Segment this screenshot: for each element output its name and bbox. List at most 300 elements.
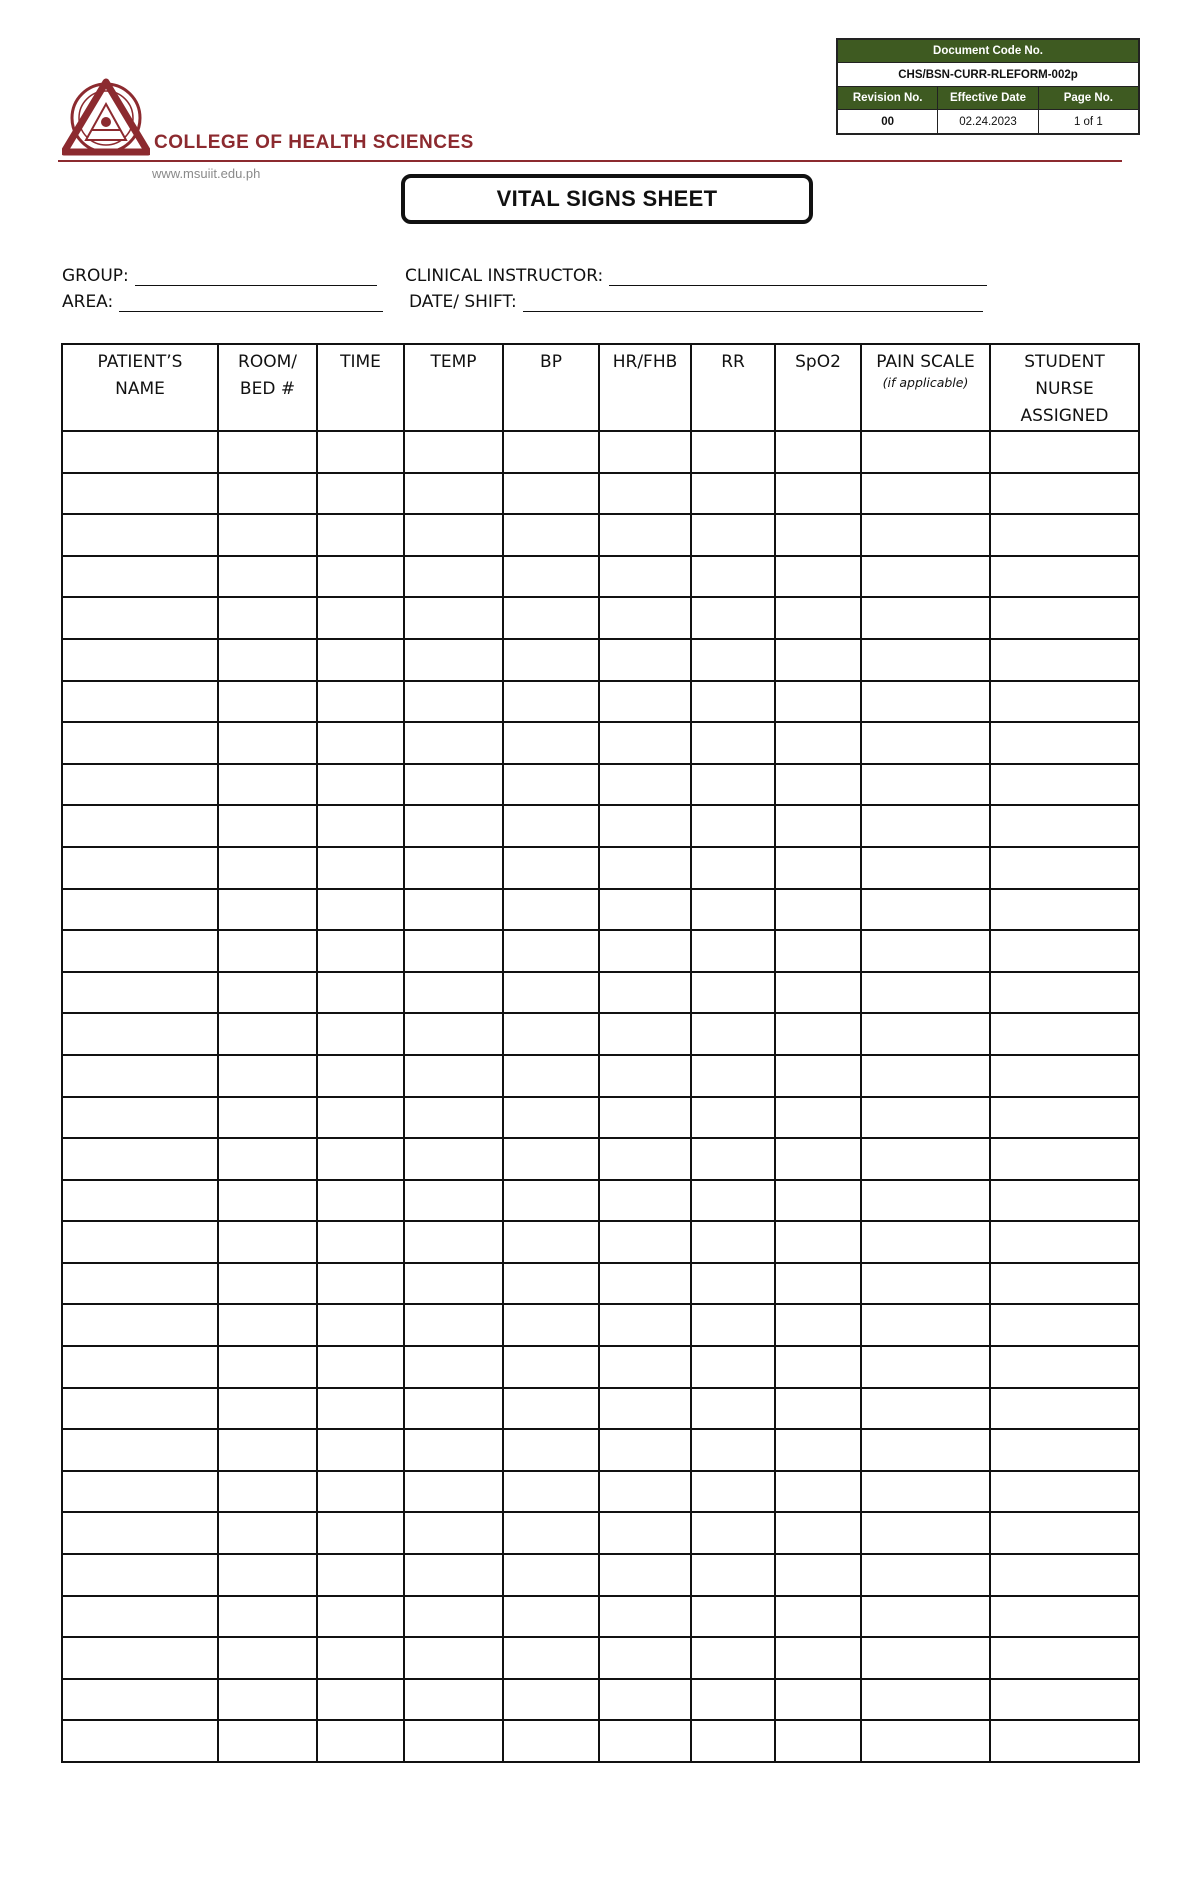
table-cell[interactable] bbox=[503, 639, 599, 681]
table-cell[interactable] bbox=[404, 1679, 503, 1721]
table-cell[interactable] bbox=[599, 597, 691, 639]
table-cell[interactable] bbox=[990, 930, 1139, 972]
table-cell[interactable] bbox=[990, 1429, 1139, 1471]
table-cell[interactable] bbox=[775, 930, 861, 972]
table-cell[interactable] bbox=[990, 764, 1139, 806]
table-cell[interactable] bbox=[861, 1221, 990, 1263]
table-cell[interactable] bbox=[599, 889, 691, 931]
table-cell[interactable] bbox=[990, 722, 1139, 764]
table-cell[interactable] bbox=[861, 847, 990, 889]
table-cell[interactable] bbox=[599, 1138, 691, 1180]
table-cell[interactable] bbox=[775, 1429, 861, 1471]
table-cell[interactable] bbox=[62, 1679, 218, 1721]
table-cell[interactable] bbox=[503, 764, 599, 806]
table-cell[interactable] bbox=[62, 1388, 218, 1430]
table-cell[interactable] bbox=[503, 722, 599, 764]
table-cell[interactable] bbox=[990, 556, 1139, 598]
table-cell[interactable] bbox=[62, 847, 218, 889]
table-cell[interactable] bbox=[861, 1429, 990, 1471]
table-cell[interactable] bbox=[691, 764, 775, 806]
table-cell[interactable] bbox=[691, 972, 775, 1014]
table-cell[interactable] bbox=[218, 1097, 317, 1139]
table-cell[interactable] bbox=[503, 473, 599, 515]
table-cell[interactable] bbox=[775, 473, 861, 515]
table-cell[interactable] bbox=[317, 1471, 404, 1513]
table-cell[interactable] bbox=[218, 722, 317, 764]
table-cell[interactable] bbox=[691, 722, 775, 764]
table-cell[interactable] bbox=[218, 1013, 317, 1055]
table-cell[interactable] bbox=[599, 930, 691, 972]
table-cell[interactable] bbox=[404, 847, 503, 889]
table-cell[interactable] bbox=[775, 681, 861, 723]
table-cell[interactable] bbox=[775, 556, 861, 598]
table-cell[interactable] bbox=[599, 1388, 691, 1430]
table-cell[interactable] bbox=[990, 1304, 1139, 1346]
table-cell[interactable] bbox=[775, 805, 861, 847]
table-cell[interactable] bbox=[62, 556, 218, 598]
table-cell[interactable] bbox=[775, 1596, 861, 1638]
table-cell[interactable] bbox=[503, 1097, 599, 1139]
table-cell[interactable] bbox=[775, 1055, 861, 1097]
table-cell[interactable] bbox=[503, 1596, 599, 1638]
table-cell[interactable] bbox=[503, 1554, 599, 1596]
table-cell[interactable] bbox=[62, 1304, 218, 1346]
table-cell[interactable] bbox=[218, 889, 317, 931]
table-cell[interactable] bbox=[503, 1471, 599, 1513]
table-cell[interactable] bbox=[990, 597, 1139, 639]
table-cell[interactable] bbox=[861, 681, 990, 723]
table-cell[interactable] bbox=[503, 1679, 599, 1721]
table-cell[interactable] bbox=[861, 972, 990, 1014]
table-cell[interactable] bbox=[990, 1471, 1139, 1513]
table-cell[interactable] bbox=[861, 1263, 990, 1305]
table-cell[interactable] bbox=[990, 889, 1139, 931]
table-cell[interactable] bbox=[599, 1263, 691, 1305]
table-cell[interactable] bbox=[691, 681, 775, 723]
table-cell[interactable] bbox=[861, 1596, 990, 1638]
table-cell[interactable] bbox=[775, 1304, 861, 1346]
table-cell[interactable] bbox=[599, 1055, 691, 1097]
table-cell[interactable] bbox=[990, 681, 1139, 723]
table-cell[interactable] bbox=[990, 1097, 1139, 1139]
table-cell[interactable] bbox=[404, 889, 503, 931]
table-cell[interactable] bbox=[599, 1346, 691, 1388]
table-cell[interactable] bbox=[503, 597, 599, 639]
table-cell[interactable] bbox=[990, 847, 1139, 889]
table-cell[interactable] bbox=[317, 1055, 404, 1097]
table-cell[interactable] bbox=[775, 1471, 861, 1513]
table-cell[interactable] bbox=[317, 1679, 404, 1721]
table-cell[interactable] bbox=[990, 1055, 1139, 1097]
table-cell[interactable] bbox=[404, 764, 503, 806]
table-cell[interactable] bbox=[775, 1346, 861, 1388]
table-cell[interactable] bbox=[62, 1221, 218, 1263]
table-cell[interactable] bbox=[62, 431, 218, 473]
table-cell[interactable] bbox=[599, 1720, 691, 1762]
table-cell[interactable] bbox=[317, 972, 404, 1014]
table-cell[interactable] bbox=[62, 1471, 218, 1513]
table-cell[interactable] bbox=[218, 681, 317, 723]
table-cell[interactable] bbox=[317, 1180, 404, 1222]
table-cell[interactable] bbox=[599, 1304, 691, 1346]
table-cell[interactable] bbox=[62, 722, 218, 764]
table-cell[interactable] bbox=[861, 1720, 990, 1762]
table-cell[interactable] bbox=[503, 1429, 599, 1471]
table-cell[interactable] bbox=[218, 1720, 317, 1762]
table-cell[interactable] bbox=[503, 1013, 599, 1055]
table-cell[interactable] bbox=[861, 1055, 990, 1097]
table-cell[interactable] bbox=[990, 1720, 1139, 1762]
table-cell[interactable] bbox=[317, 889, 404, 931]
table-cell[interactable] bbox=[775, 722, 861, 764]
table-cell[interactable] bbox=[990, 1512, 1139, 1554]
table-cell[interactable] bbox=[599, 1512, 691, 1554]
table-cell[interactable] bbox=[62, 1055, 218, 1097]
table-cell[interactable] bbox=[861, 1138, 990, 1180]
table-cell[interactable] bbox=[861, 1013, 990, 1055]
table-cell[interactable] bbox=[990, 1596, 1139, 1638]
table-cell[interactable] bbox=[691, 1304, 775, 1346]
table-cell[interactable] bbox=[62, 764, 218, 806]
table-cell[interactable] bbox=[599, 722, 691, 764]
table-cell[interactable] bbox=[317, 681, 404, 723]
table-cell[interactable] bbox=[404, 1221, 503, 1263]
table-cell[interactable] bbox=[775, 1512, 861, 1554]
table-cell[interactable] bbox=[691, 1097, 775, 1139]
table-cell[interactable] bbox=[691, 1221, 775, 1263]
table-cell[interactable] bbox=[317, 514, 404, 556]
table-cell[interactable] bbox=[218, 1221, 317, 1263]
table-cell[interactable] bbox=[775, 1679, 861, 1721]
table-cell[interactable] bbox=[218, 1180, 317, 1222]
table-cell[interactable] bbox=[404, 972, 503, 1014]
table-cell[interactable] bbox=[404, 1596, 503, 1638]
table-cell[interactable] bbox=[218, 1346, 317, 1388]
table-cell[interactable] bbox=[317, 1512, 404, 1554]
table-cell[interactable] bbox=[317, 1304, 404, 1346]
table-cell[interactable] bbox=[599, 972, 691, 1014]
table-cell[interactable] bbox=[62, 1429, 218, 1471]
table-cell[interactable] bbox=[62, 639, 218, 681]
table-cell[interactable] bbox=[691, 597, 775, 639]
table-cell[interactable] bbox=[317, 1429, 404, 1471]
table-cell[interactable] bbox=[404, 1097, 503, 1139]
table-cell[interactable] bbox=[317, 764, 404, 806]
table-cell[interactable] bbox=[218, 1679, 317, 1721]
table-cell[interactable] bbox=[317, 847, 404, 889]
table-cell[interactable] bbox=[404, 1055, 503, 1097]
group-field[interactable] bbox=[62, 266, 377, 286]
table-cell[interactable] bbox=[62, 473, 218, 515]
table-cell[interactable] bbox=[503, 1263, 599, 1305]
table-cell[interactable] bbox=[861, 514, 990, 556]
clinical-instructor-field[interactable] bbox=[405, 266, 987, 286]
table-cell[interactable] bbox=[62, 930, 218, 972]
table-cell[interactable] bbox=[691, 639, 775, 681]
table-cell[interactable] bbox=[404, 639, 503, 681]
table-cell[interactable] bbox=[599, 1679, 691, 1721]
table-cell[interactable] bbox=[691, 1512, 775, 1554]
table-cell[interactable] bbox=[404, 473, 503, 515]
table-cell[interactable] bbox=[691, 556, 775, 598]
clinical-instructor-blank-line[interactable] bbox=[609, 269, 987, 286]
table-cell[interactable] bbox=[691, 473, 775, 515]
table-cell[interactable] bbox=[218, 805, 317, 847]
table-cell[interactable] bbox=[775, 1221, 861, 1263]
table-cell[interactable] bbox=[317, 1097, 404, 1139]
table-cell[interactable] bbox=[404, 722, 503, 764]
table-cell[interactable] bbox=[62, 972, 218, 1014]
table-cell[interactable] bbox=[599, 764, 691, 806]
table-cell[interactable] bbox=[775, 1388, 861, 1430]
table-cell[interactable] bbox=[691, 847, 775, 889]
table-cell[interactable] bbox=[775, 431, 861, 473]
table-cell[interactable] bbox=[990, 1221, 1139, 1263]
table-cell[interactable] bbox=[218, 1263, 317, 1305]
table-cell[interactable] bbox=[503, 1180, 599, 1222]
table-cell[interactable] bbox=[599, 1637, 691, 1679]
table-cell[interactable] bbox=[861, 597, 990, 639]
table-cell[interactable] bbox=[775, 1554, 861, 1596]
table-cell[interactable] bbox=[503, 1304, 599, 1346]
table-cell[interactable] bbox=[503, 805, 599, 847]
table-cell[interactable] bbox=[218, 473, 317, 515]
table-cell[interactable] bbox=[691, 1013, 775, 1055]
table-cell[interactable] bbox=[775, 889, 861, 931]
table-cell[interactable] bbox=[990, 805, 1139, 847]
table-cell[interactable] bbox=[218, 1596, 317, 1638]
table-cell[interactable] bbox=[218, 556, 317, 598]
table-cell[interactable] bbox=[691, 1055, 775, 1097]
table-cell[interactable] bbox=[861, 431, 990, 473]
table-cell[interactable] bbox=[861, 473, 990, 515]
table-cell[interactable] bbox=[861, 1512, 990, 1554]
table-cell[interactable] bbox=[691, 1346, 775, 1388]
table-cell[interactable] bbox=[62, 1554, 218, 1596]
table-cell[interactable] bbox=[503, 514, 599, 556]
table-cell[interactable] bbox=[990, 1263, 1139, 1305]
table-cell[interactable] bbox=[990, 1554, 1139, 1596]
table-cell[interactable] bbox=[503, 972, 599, 1014]
table-cell[interactable] bbox=[404, 1304, 503, 1346]
table-cell[interactable] bbox=[691, 1180, 775, 1222]
table-cell[interactable] bbox=[317, 930, 404, 972]
group-blank-line[interactable] bbox=[135, 269, 377, 286]
table-cell[interactable] bbox=[861, 1554, 990, 1596]
date-shift-field[interactable] bbox=[409, 292, 983, 312]
table-cell[interactable] bbox=[404, 930, 503, 972]
table-cell[interactable] bbox=[990, 431, 1139, 473]
table-cell[interactable] bbox=[404, 1346, 503, 1388]
table-cell[interactable] bbox=[599, 847, 691, 889]
table-cell[interactable] bbox=[404, 805, 503, 847]
table-cell[interactable] bbox=[218, 764, 317, 806]
table-cell[interactable] bbox=[503, 1221, 599, 1263]
table-cell[interactable] bbox=[691, 889, 775, 931]
table-cell[interactable] bbox=[599, 1596, 691, 1638]
table-cell[interactable] bbox=[691, 1263, 775, 1305]
table-cell[interactable] bbox=[404, 431, 503, 473]
table-cell[interactable] bbox=[599, 473, 691, 515]
table-cell[interactable] bbox=[775, 1138, 861, 1180]
table-cell[interactable] bbox=[861, 930, 990, 972]
table-cell[interactable] bbox=[861, 722, 990, 764]
table-cell[interactable] bbox=[861, 1304, 990, 1346]
area-blank-line[interactable] bbox=[119, 295, 383, 312]
table-cell[interactable] bbox=[503, 431, 599, 473]
table-cell[interactable] bbox=[599, 514, 691, 556]
table-cell[interactable] bbox=[62, 597, 218, 639]
table-cell[interactable] bbox=[861, 805, 990, 847]
table-cell[interactable] bbox=[317, 1346, 404, 1388]
table-cell[interactable] bbox=[861, 639, 990, 681]
table-cell[interactable] bbox=[317, 597, 404, 639]
table-cell[interactable] bbox=[317, 805, 404, 847]
table-cell[interactable] bbox=[404, 1263, 503, 1305]
table-cell[interactable] bbox=[62, 1013, 218, 1055]
table-cell[interactable] bbox=[317, 1596, 404, 1638]
table-cell[interactable] bbox=[218, 847, 317, 889]
table-cell[interactable] bbox=[317, 1138, 404, 1180]
table-cell[interactable] bbox=[404, 1429, 503, 1471]
table-cell[interactable] bbox=[691, 930, 775, 972]
table-cell[interactable] bbox=[775, 1097, 861, 1139]
table-cell[interactable] bbox=[404, 556, 503, 598]
table-cell[interactable] bbox=[691, 1471, 775, 1513]
table-cell[interactable] bbox=[404, 514, 503, 556]
table-cell[interactable] bbox=[503, 1388, 599, 1430]
table-cell[interactable] bbox=[503, 556, 599, 598]
table-cell[interactable] bbox=[691, 1720, 775, 1762]
table-cell[interactable] bbox=[503, 681, 599, 723]
table-cell[interactable] bbox=[503, 1346, 599, 1388]
table-cell[interactable] bbox=[218, 597, 317, 639]
table-cell[interactable] bbox=[775, 847, 861, 889]
table-cell[interactable] bbox=[990, 473, 1139, 515]
table-cell[interactable] bbox=[62, 1637, 218, 1679]
table-cell[interactable] bbox=[691, 1637, 775, 1679]
table-cell[interactable] bbox=[218, 1138, 317, 1180]
table-cell[interactable] bbox=[62, 1097, 218, 1139]
table-cell[interactable] bbox=[317, 639, 404, 681]
table-cell[interactable] bbox=[775, 597, 861, 639]
table-cell[interactable] bbox=[218, 639, 317, 681]
table-cell[interactable] bbox=[691, 514, 775, 556]
table-cell[interactable] bbox=[861, 1346, 990, 1388]
table-cell[interactable] bbox=[218, 514, 317, 556]
table-cell[interactable] bbox=[599, 1554, 691, 1596]
table-cell[interactable] bbox=[62, 1138, 218, 1180]
table-cell[interactable] bbox=[404, 1512, 503, 1554]
table-cell[interactable] bbox=[775, 1180, 861, 1222]
table-cell[interactable] bbox=[990, 514, 1139, 556]
table-cell[interactable] bbox=[990, 1346, 1139, 1388]
table-cell[interactable] bbox=[691, 805, 775, 847]
table-cell[interactable] bbox=[62, 889, 218, 931]
table-cell[interactable] bbox=[317, 1263, 404, 1305]
table-cell[interactable] bbox=[503, 1720, 599, 1762]
table-cell[interactable] bbox=[599, 1180, 691, 1222]
table-cell[interactable] bbox=[62, 1596, 218, 1638]
table-cell[interactable] bbox=[503, 1637, 599, 1679]
table-cell[interactable] bbox=[990, 1637, 1139, 1679]
table-cell[interactable] bbox=[599, 805, 691, 847]
table-cell[interactable] bbox=[861, 1180, 990, 1222]
table-cell[interactable] bbox=[599, 1097, 691, 1139]
table-cell[interactable] bbox=[62, 805, 218, 847]
table-cell[interactable] bbox=[218, 972, 317, 1014]
table-cell[interactable] bbox=[861, 556, 990, 598]
table-cell[interactable] bbox=[503, 1138, 599, 1180]
table-cell[interactable] bbox=[404, 1138, 503, 1180]
table-cell[interactable] bbox=[218, 1388, 317, 1430]
table-cell[interactable] bbox=[218, 1429, 317, 1471]
table-cell[interactable] bbox=[861, 1097, 990, 1139]
table-cell[interactable] bbox=[317, 1013, 404, 1055]
table-cell[interactable] bbox=[990, 1180, 1139, 1222]
table-cell[interactable] bbox=[404, 1471, 503, 1513]
table-cell[interactable] bbox=[218, 1471, 317, 1513]
table-cell[interactable] bbox=[861, 764, 990, 806]
table-cell[interactable] bbox=[62, 1180, 218, 1222]
table-cell[interactable] bbox=[599, 1221, 691, 1263]
table-cell[interactable] bbox=[404, 597, 503, 639]
table-cell[interactable] bbox=[775, 972, 861, 1014]
table-cell[interactable] bbox=[861, 1637, 990, 1679]
table-cell[interactable] bbox=[218, 1512, 317, 1554]
table-cell[interactable] bbox=[218, 1055, 317, 1097]
table-cell[interactable] bbox=[503, 889, 599, 931]
table-cell[interactable] bbox=[317, 1637, 404, 1679]
table-cell[interactable] bbox=[775, 1013, 861, 1055]
table-cell[interactable] bbox=[503, 930, 599, 972]
table-cell[interactable] bbox=[317, 1221, 404, 1263]
table-cell[interactable] bbox=[691, 1138, 775, 1180]
table-cell[interactable] bbox=[404, 1637, 503, 1679]
table-cell[interactable] bbox=[775, 1263, 861, 1305]
table-cell[interactable] bbox=[218, 431, 317, 473]
table-cell[interactable] bbox=[404, 1388, 503, 1430]
table-cell[interactable] bbox=[775, 1720, 861, 1762]
table-cell[interactable] bbox=[317, 722, 404, 764]
table-cell[interactable] bbox=[775, 1637, 861, 1679]
table-cell[interactable] bbox=[317, 1720, 404, 1762]
table-cell[interactable] bbox=[691, 1554, 775, 1596]
table-cell[interactable] bbox=[503, 847, 599, 889]
table-cell[interactable] bbox=[861, 1679, 990, 1721]
table-cell[interactable] bbox=[775, 514, 861, 556]
table-cell[interactable] bbox=[599, 1429, 691, 1471]
table-cell[interactable] bbox=[691, 1388, 775, 1430]
date-shift-blank-line[interactable] bbox=[523, 295, 983, 312]
table-cell[interactable] bbox=[599, 431, 691, 473]
table-cell[interactable] bbox=[691, 1596, 775, 1638]
table-cell[interactable] bbox=[317, 473, 404, 515]
table-cell[interactable] bbox=[599, 1471, 691, 1513]
table-cell[interactable] bbox=[990, 639, 1139, 681]
table-cell[interactable] bbox=[775, 639, 861, 681]
table-cell[interactable] bbox=[404, 1554, 503, 1596]
table-cell[interactable] bbox=[404, 1180, 503, 1222]
table-cell[interactable] bbox=[218, 1554, 317, 1596]
table-cell[interactable] bbox=[990, 1679, 1139, 1721]
table-cell[interactable] bbox=[404, 1720, 503, 1762]
table-cell[interactable] bbox=[503, 1512, 599, 1554]
table-cell[interactable] bbox=[404, 1013, 503, 1055]
table-cell[interactable] bbox=[990, 972, 1139, 1014]
table-cell[interactable] bbox=[62, 1263, 218, 1305]
table-cell[interactable] bbox=[218, 1637, 317, 1679]
